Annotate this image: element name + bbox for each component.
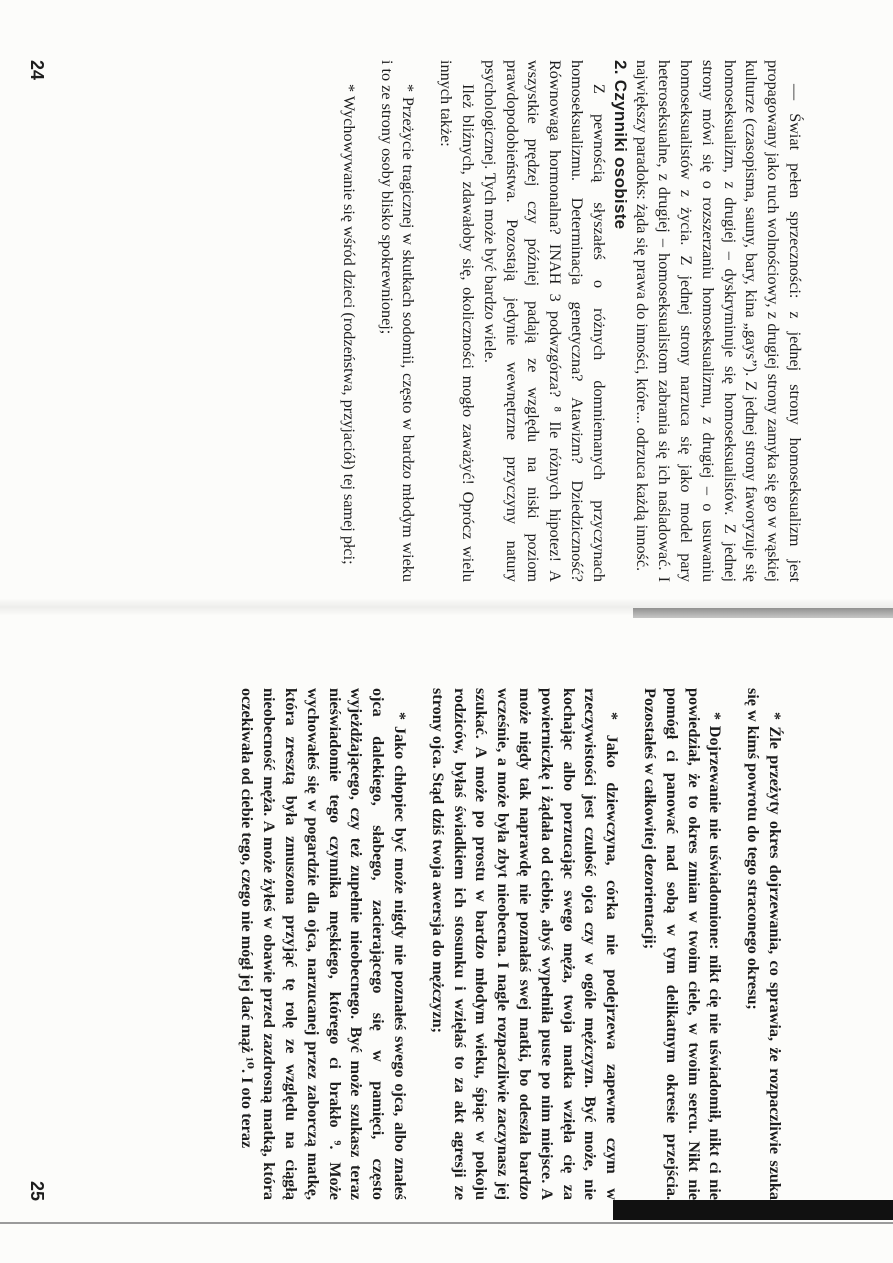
bullet-item: * Jako chłopiec być może nigdy nie poznałeś swego ojca, albo znałeś ojca dalekiego, słabego, zacierającego się w pamięci, często wyjeżdżającego, czy też zupełnie nieobecnego. Być może szukasz teraz nieświadomie tego czynnika męskiego, którego ci brakło ⁹. Może wychowałeś się w pogardzie dla ojca, narzucanej przez zaborczą matkę, która zresztą była zmuszona przyjąć tę rolę ze względu na ciągłą nieobecność męża. A może żyłeś w obawie przed zazdrosną matką, która oczekiwała od ciebie tego, czego nie mógł jej dać mąż ¹⁰. I oto teraz (238, 688, 410, 1200)
scanner-edge-line (0, 1222, 893, 1224)
page-number: 25 (27, 1180, 47, 1201)
bullet-item: * Źle przeżyty okres dojrzewania, co sprawia, że rozpaczliwie szuka się w kimś powrotu do tego straconego okresu; (744, 688, 784, 1200)
paragraph: Ileż bliźnych, zdawałoby się, okoliczności mogło zaważyć! Oprócz wielu innych także: (437, 60, 478, 582)
section-heading: 2. Czynniki osobiste (610, 60, 630, 230)
page-right (0, 632, 893, 1263)
scanner-edge-shadow (613, 1200, 893, 1220)
bullet-item: * Jako dziewczyna, córka nie podejrzewa zapewne czym w rzeczywistości jest czułość ojca czy w ogóle mężczyzn. Być może, nie kochając albo porzucając swego męża, twoja matka wzięła cię za powierniczkę i żądała od ciebie, abyś wypełniła puste po nim miejsce. A może nigdy tak naprawdę nie poznałaś swej matki, bo odeszła bardzo wcześnie, a może była zbyt nieobecna. I nagle rozpaczliwie zaczynasz jej szukać. A może po prostu w bardzo młodym wieku, śpiąc w pokoju rodziców, byłaś świadkiem ich stosunku i wzięłaś to za akt agresji ze strony ojca. Stąd dziś twoja awersja do mężczyzn; (428, 688, 622, 1200)
intro-paragraph: — Świat pełen sprzeczności: z jednej strony homoseksualizm jest propagowany jako ruch wolnościowy, z drugiej strony zamyka się go w wąskiej kulturze (czasopisma, sauny, bary, kina „gays”). Z jednej strony faworyzuje się homoseksualizm, z drugiej – dyskryminuje się homoseksualistów. Z jednej strony mówi się o rozszerzaniu homoseksualizmu, z drugiej – o usuwaniu homoseksualistów z życia. Z jednej strony narzuca się jako model pary heteroseksualne, z drugiej – homoseksualistom zabrania się ich naśladować. I największy paradoks: żąda się prawa do inności, które... odrzuca każdą inność. (633, 60, 804, 582)
bullet-item: * Przeżycie tragicznej w skutkach sodomii, często w bardzo młodym wieku i to ze strony osoby blisko spokrewnionej; (377, 60, 418, 582)
page-number: 24 (27, 60, 47, 81)
right-text-column (236, 688, 785, 1200)
fold-mark (633, 608, 893, 618)
bullet-item: * Wychowywanie się wśród dzieci (rodzeństwa, przyjaciół) tej samej płci; (339, 84, 358, 565)
bullet-item: * Dojrzewanie nie uświadomione: nikt cię nie uświadomił, nikt ci nie powiedział, że to okres zmian w twoim ciele, w twoim sercu. Nikt nie pomógł ci panować nad sobą w tym delikatnym okresie przejścia. Pozostałeś w całkowitej dezorientacji; (641, 688, 725, 1200)
paragraph: Z pewnością słyszałeś o różnych domniemanych przyczynach homoseksualizmu. Determinacja genetyczna? Atawizm? Dziedziczność? Równowaga hormonalna? INAH 3 podwzgórza? ⁸ Ile różnych hipotez! A wszystkie prędzej czy później padają ze względu na niski poziom prawdopodobieństwa. Pozostają jedynie wewnętrzne przyczyny natury psychologicznej. Tych może być bardzo wiele. (480, 60, 608, 582)
left-text-column (337, 60, 805, 582)
